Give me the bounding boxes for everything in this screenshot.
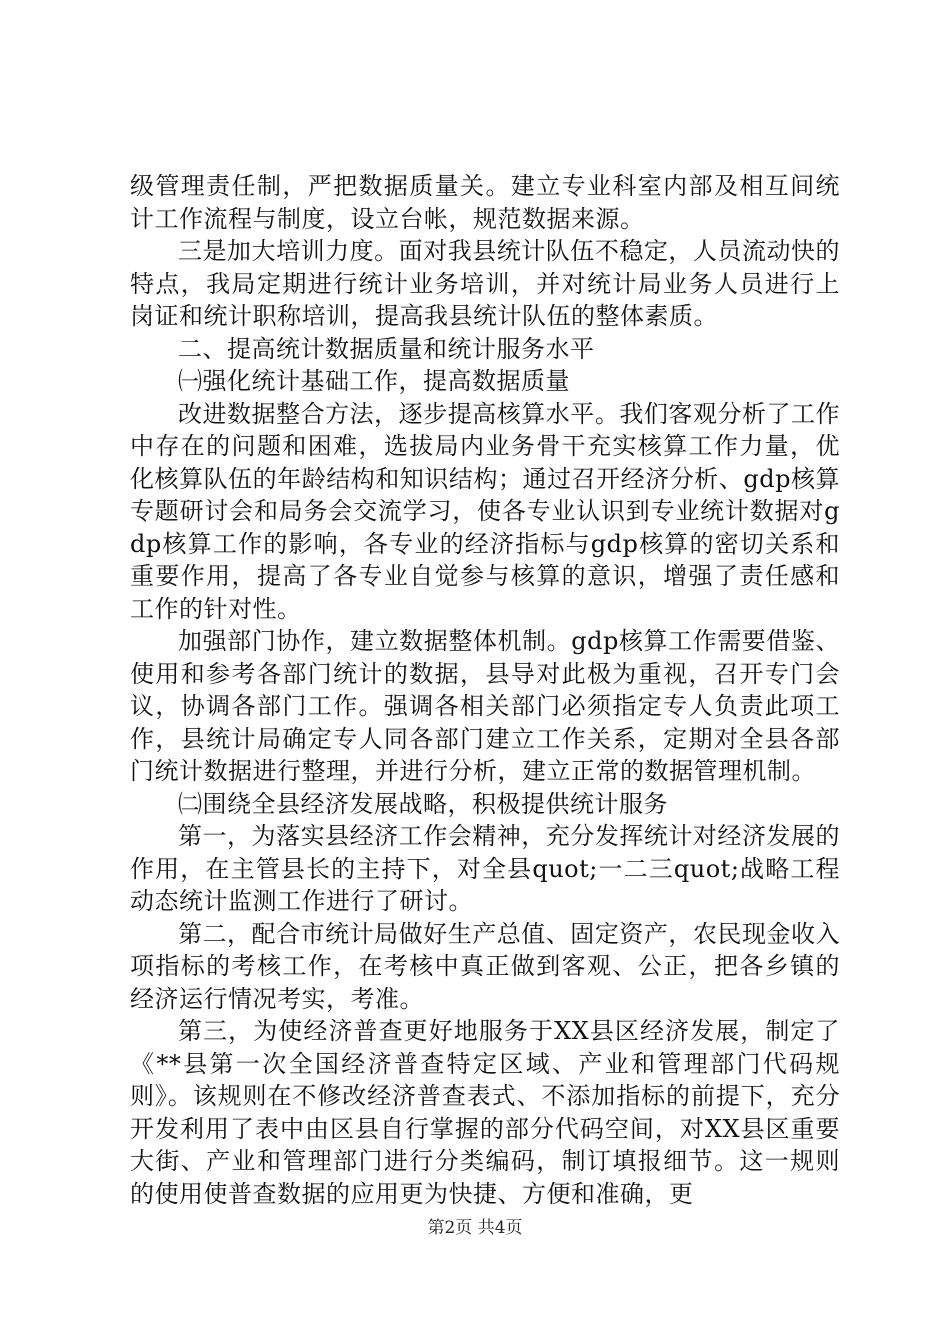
paragraph-2: 三是加大培训力度。面对我县统计队伍不稳定，人员流动快的特点，我局定期进行统计业务培训，并对统计局业务人员进行上岗证和统计职称培训，提高我县统计队伍的整体素质。 (130, 237, 840, 330)
page-number-label: 第2页 共4页 (427, 1218, 523, 1238)
paragraph-1: 级管理责任制，严把数据质量关。建立专业科室内部及相互间统计工作流程与制度，设立台帐，规范数据来源。 (130, 172, 840, 233)
subsection-heading-2: ㈡围绕全县经济发展战略，积极提供统计服务 (178, 789, 668, 818)
document-body (130, 170, 840, 1210)
paragraph-10: 第三，为使经济普查更好地服务于XX县区经济发展，制定了《**县第一次全国经济普查特定区域、产业和管理部门代码规则》。该规则在不修改经济普查表式、不添加指标的前提下，充分开发利用了表中由区县自行掌握的部分代码空间，对XX县区重要大街、产业和管理部门进行分类编码，制订填报细节。这一规则的使用使普查数据的应用更为快捷、方便和准确，更 (130, 1017, 840, 1208)
paragraph-5: 改进数据整合方法，逐步提高核算水平。我们客观分析了工作中存在的问题和困难，选拔局内业务骨干充实核算工作力量，优化核算队伍的年龄结构和知识结构；通过召开经济分析、gdp核算专题研讨会和局务会交流学习，使各专业认识到专业统计数据对gdp核算工作的影响，各专业的经济指标与gdp核算的密切关系和重要作用，提高了各专业自觉参与核算的意识，增强了责任感和工作的针对性。 (130, 399, 840, 623)
page-footer (0, 1216, 950, 1240)
subsection-heading-1: ㈠强化统计基础工作，提高数据质量 (178, 367, 570, 395)
section-heading-2: 二、提高统计数据质量和统计服务水平 (178, 334, 595, 363)
paragraph-6: 加强部门协作，建立数据整体机制。gdp核算工作需要借鉴、使用和参考各部门统计的数据，县导对此极为重视，召开专门会议，协调各部门工作。强调各相关部门必须指定专人负责此项工作，县统计局确定专人同各部门建立工作关系，定期对全县各部门统计数据进行整理，并进行分析，建立正常的数据管理机制。 (130, 627, 840, 785)
paragraph-8: 第一，为落实县经济工作会精神，充分发挥统计对经济发展的作用，在主管县长的主持下，对全县quot;一二三quot;战略工程动态统计监测工作进行了研讨。 (130, 822, 840, 915)
paragraph-9: 第二，配合市统计局做好生产总值、固定资产，农民现金收入项指标的考核工作，在考核中真正做到客观、公正，把各乡镇的经济运行情况考实，考准。 (130, 919, 840, 1013)
